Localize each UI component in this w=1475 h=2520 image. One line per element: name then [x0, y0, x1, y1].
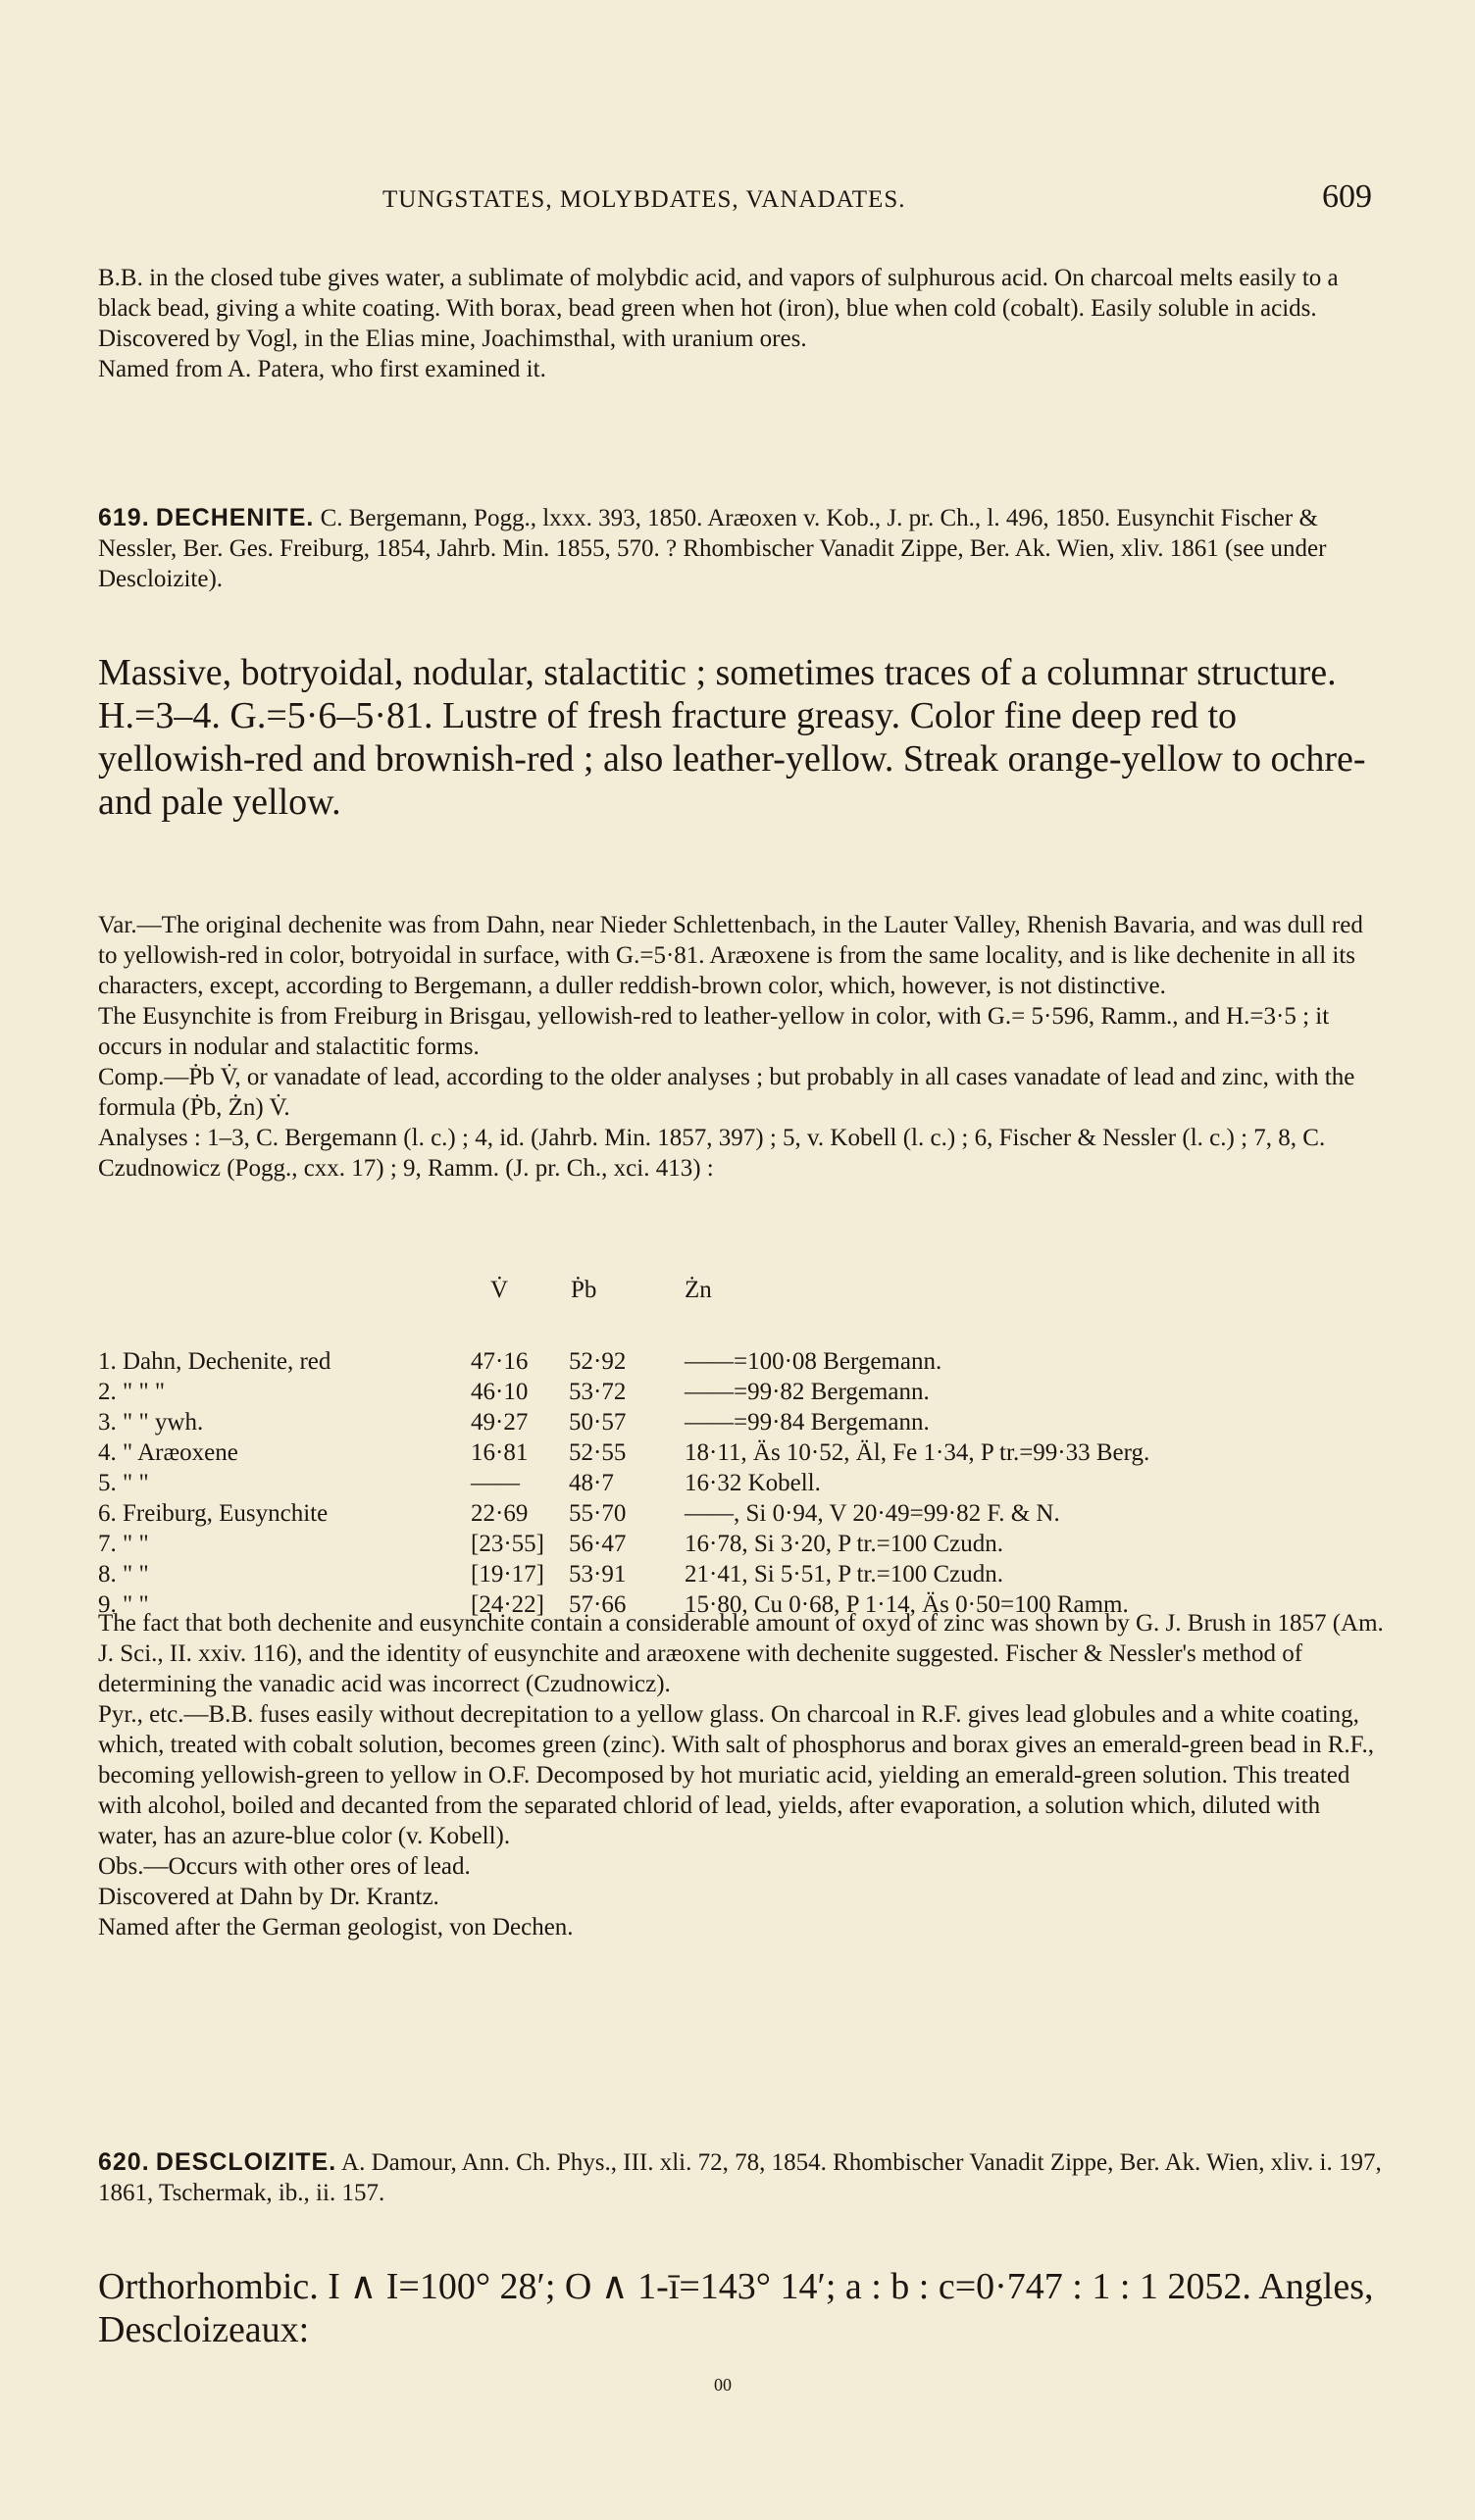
row-rest: ——=100·08 Bergemann. — [685, 1348, 942, 1375]
row-rest: ——, Si 0·94, V 20·49=99·82 F. & N. — [685, 1500, 1060, 1527]
row-label: 7. " " — [98, 1531, 149, 1557]
row-rest: ——=99·82 Bergemann. — [685, 1379, 930, 1405]
row-v-value: —— — [471, 1470, 520, 1496]
row-label: 3. " " ywh. — [98, 1409, 204, 1436]
crystal-text: Orthorhombic. I ∧ I=100° 28′; O ∧ 1-ī=143° 14′; a : b : c=0·747 : 1 : 1 2052. Angles, Descloizeaux: — [98, 2266, 1374, 2350]
row-pb-value: 52·55 — [569, 1439, 627, 1466]
habit-text: Massive, botryoidal, nodular, stalactitic ; sometimes traces of a columnar structure. — [98, 652, 1337, 693]
section-620-crystal — [98, 2265, 1385, 2351]
row-label: 2. " " " — [98, 1379, 166, 1405]
section-619-heading — [98, 503, 1385, 594]
row-label: 1. Dahn, Dechenite, red — [98, 1348, 331, 1375]
named-text: Named after the German geologist, von Dechen. — [98, 1914, 574, 1940]
fact-text: The fact that both dechenite and eusynchite contain a considerable amount of oxyd of zinc was shown by G. J. Brush in 1857 (Am. J. Sci., II. xxiv. 116), and the identity of eusynchite and aræoxene with dechenite suggested. Fischer & Nessler's method of determining the vanadic acid was incorrect (Czudnowicz). — [98, 1610, 1384, 1697]
row-pb-value: 55·70 — [569, 1500, 627, 1527]
pyrognostics-text: Pyr., etc.—B.B. fuses easily without decrepitation to a yellow glass. On charcoal in R.F. gives lead globules and a white coating, which, treated with cobalt solution, becomes green (zinc). With salt of phosphorus and borax gives an emerald-green bead in R.F., becoming yellowish-green to yellow in O.F. Decomposed by hot muriatic acid, yielding an emerald-green solution. This treated with alcohol, boiled and decanted from the separated chlorid of lead, yields, after evaporation, a solution which, diluted with water, has an azure-blue color (v. Kobell). — [98, 1701, 1375, 1849]
occurrence-text: Obs.—Occurs with other ores of lead. — [98, 1853, 471, 1880]
col-pb: Ṗb — [571, 1277, 597, 1303]
running-header: TUNGSTATES, MOLYBDATES, VANADATES. — [382, 186, 906, 213]
row-pb-value: 53·72 — [569, 1379, 627, 1405]
eusynchite-text: The Eusynchite is from Freiburg in Brisgau, yellowish-red to leather-yellow in color, with G.= 5·596, Ramm., and H.=3·5 ; it occurs in nodular and stalactitic forms. — [98, 1003, 1330, 1060]
row-rest: 15·80, Cu 0·68, P 1·14, Äs 0·50=100 Ramm. — [685, 1591, 1129, 1618]
composition-text: Comp.—Ṗb V̇, or vanadate of lead, according to the older analyses ; but probably in all cases vanadate of lead and zinc, with the formula (Ṗb, Żn) V̇. — [98, 1064, 1355, 1121]
row-v-value: [23·55] — [471, 1531, 544, 1557]
row-label: 5. " " — [98, 1470, 149, 1496]
intro-block — [98, 263, 1385, 384]
page-number: 609 — [1322, 178, 1372, 215]
section-619-description — [98, 651, 1385, 824]
row-rest: 21·41, Si 5·51, P tr.=100 Czudn. — [685, 1561, 1003, 1588]
row-pb-value: 57·66 — [569, 1591, 627, 1618]
analyses-text: Analyses : 1–3, C. Bergemann (l. c.) ; 4, id. (Jahrb. Min. 1857, 397) ; 5, v. Kobell (l. c.) ; 6, Fischer & Nessler (l. c.) ; 7, 8, C. Czudnowicz (Pogg., cxx. 17) ; 9, Ramm. (J. pr. Ch., xci. 413) : — [98, 1125, 1326, 1182]
properties-text: H.=3–4. G.=5·6–5·81. Lustre of fresh fracture greasy. Color fine deep red to yellowish-red and brownish-red ; also leather-yellow. Streak orange-yellow to ochre- and pale yellow. — [98, 695, 1366, 823]
references: A. Damour, Ann. Ch. Phys., III. xli. 72, 78, 1854. Rhombischer Vanadit Zippe, Ber. Ak. Wien, xliv. i. 197, 1861, Tschermak, ib., ii. 157. — [98, 2149, 1382, 2206]
row-v-value: 16·81 — [471, 1439, 529, 1466]
row-rest: 16·32 Kobell. — [685, 1470, 821, 1496]
section-619-details — [98, 910, 1385, 1184]
discovered-text: Discovered at Dahn by Dr. Krantz. — [98, 1884, 439, 1910]
row-rest: ——=99·84 Bergemann. — [685, 1409, 930, 1436]
row-label: 9. " " — [98, 1591, 149, 1618]
section-619-notes — [98, 1608, 1385, 1942]
row-pb-value: 56·47 — [569, 1531, 627, 1557]
row-pb-value: 48·7 — [569, 1470, 614, 1496]
row-v-value: 22·69 — [471, 1500, 529, 1527]
col-zn: Żn — [685, 1277, 712, 1303]
intro-paragraph: B.B. in the closed tube gives water, a sublimate of molybdic acid, and vapors of sulphurous acid. On charcoal melts easily to a black bead, giving a white coating. With borax, bead green when hot (iron), blue when cold (cobalt). Easily soluble in acids. — [98, 265, 1339, 322]
section-number: 620. — [98, 2148, 150, 2176]
row-pb-value: 53·91 — [569, 1561, 627, 1588]
footer-mark: 00 — [714, 2375, 732, 2394]
row-v-value: 49·27 — [471, 1409, 529, 1436]
section-number: 619. — [98, 504, 150, 531]
row-label: 4. " Aræoxene — [98, 1439, 238, 1466]
row-v-value: 47·16 — [471, 1348, 529, 1375]
row-v-value: [19·17] — [471, 1561, 544, 1588]
mineral-name: DECHENITE. — [155, 504, 315, 531]
intro-named: Named from A. Patera, who first examined it. — [98, 356, 546, 382]
row-rest: 18·11, Äs 10·52, Äl, Fe 1·34, P tr.=99·33 Berg. — [685, 1439, 1150, 1466]
row-v-value: 46·10 — [471, 1379, 529, 1405]
varieties-text: Var.—The original dechenite was from Dahn, near Nieder Schlettenbach, in the Lauter Valley, Rhenish Bavaria, and was dull red to yellowish-red in color, botryoidal in surface, with G.=5·81. Aræoxene is from the same locality, and is like dechenite in all its characters, except, according to Bergemann, a duller reddish-brown color, which, however, is not distinctive. — [98, 912, 1363, 999]
row-pb-value: 50·57 — [569, 1409, 627, 1436]
mineral-name: DESCLOIZITE. — [155, 2148, 337, 2176]
row-label: 6. Freiburg, Eusynchite — [98, 1500, 329, 1527]
col-v: V̇ — [490, 1277, 509, 1303]
row-label: 8. " " — [98, 1561, 149, 1588]
section-620-heading — [98, 2147, 1385, 2208]
references: C. Bergemann, Pogg., lxxx. 393, 1850. Aræoxen v. Kob., J. pr. Ch., l. 496, 1850. Eusynchit Fischer & Nessler, Ber. Ges. Freiburg, 1854, Jahrb. Min. 1855, 570. ? Rhombischer Vanadit Zippe, Ber. Ak. Wien, xliv. 1861 (see under Descloizite). — [98, 505, 1327, 592]
row-v-value: [24·22] — [471, 1591, 544, 1618]
row-rest: 16·78, Si 3·20, P tr.=100 Czudn. — [685, 1531, 1003, 1557]
row-pb-value: 52·92 — [569, 1348, 627, 1375]
intro-discovered: Discovered by Vogl, in the Elias mine, Joachimsthal, with uranium ores. — [98, 326, 807, 352]
